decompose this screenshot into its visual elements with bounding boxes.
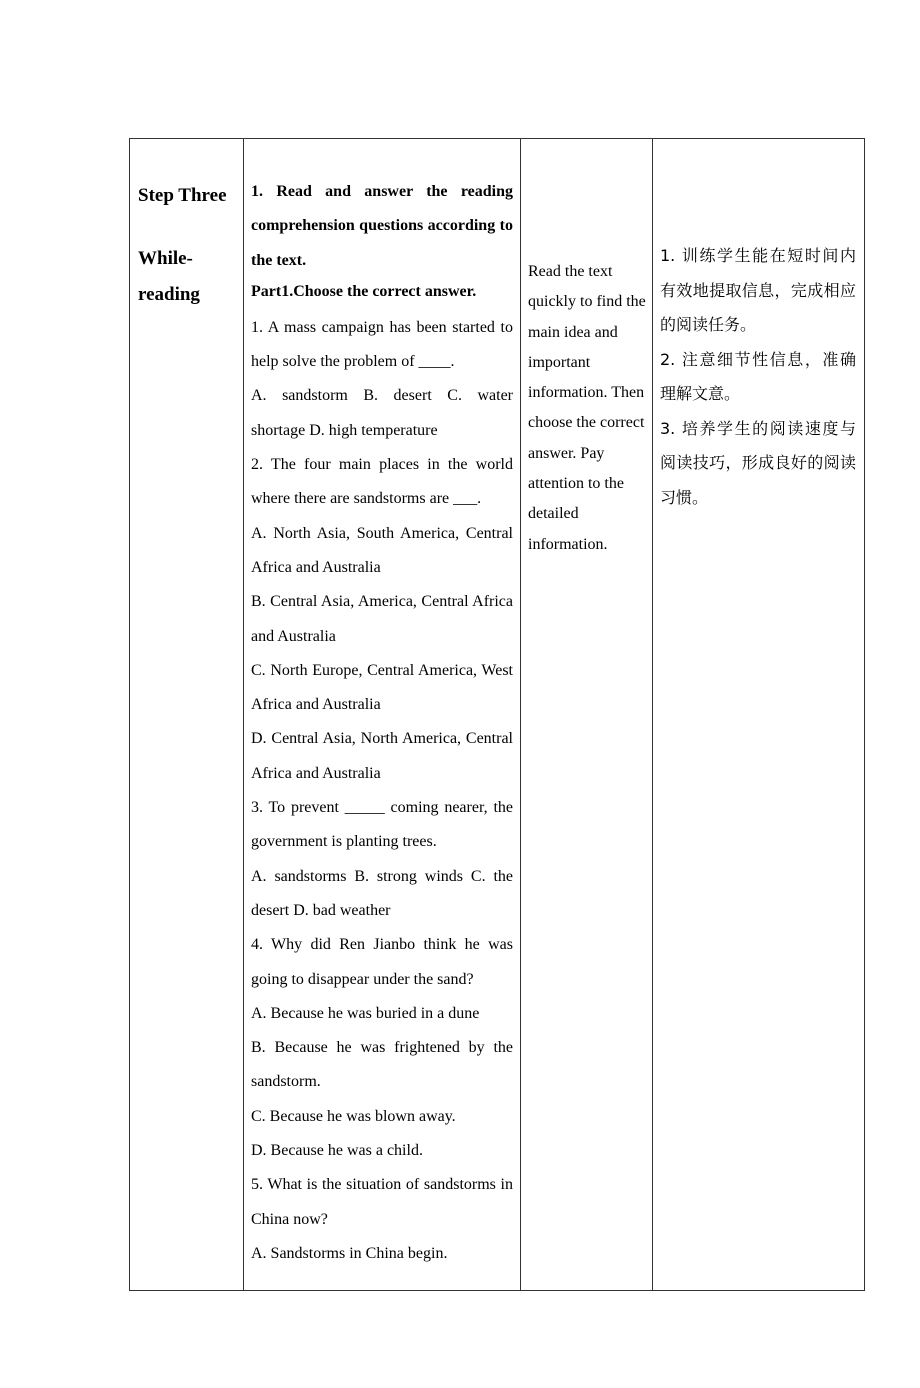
aim-item: 1. 训练学生能在短时间内有效地提取信息，完成相应的阅读任务。 [660, 246, 856, 334]
method-text-block [528, 257, 650, 560]
column-divider [243, 139, 244, 1290]
option-line: A. sandstorm B. desert C. water shortage D. high temperature [251, 387, 513, 439]
question-line: 4. Why did Ren Jianbo think he was going to disappear under the sand? [251, 936, 513, 988]
aim-item: 2. 注意细节性信息，准确理解文意。 [660, 349, 856, 403]
task-intro: 1. Read and answer the reading comprehension questions according to the text. [251, 183, 513, 269]
option-line: A. Sandstorms in China begin. [251, 1244, 448, 1262]
question-line: 5. What is the situation of sandstorms in China now? [251, 1176, 513, 1228]
option-line: B. Central Asia, America, Central Africa and Australia [251, 593, 513, 645]
option-line: A. Because he was buried in a dune [251, 1004, 480, 1022]
column-divider [520, 139, 521, 1290]
option-line: A. North Asia, South America, Central Africa and Australia [251, 524, 513, 576]
question-block [251, 175, 513, 1271]
aims-block [660, 239, 856, 515]
step-title: Step Three [138, 185, 227, 206]
option-line: A. sandstorms B. strong winds C. the desert D. bad weather [251, 867, 513, 919]
method-text: Read the text quickly to find the main idea and important information. Then choose the correct answer. Pay attention to the detailed information. [528, 263, 646, 553]
column-divider [652, 139, 653, 1290]
part-heading: Part1.Choose the correct answer. [251, 282, 477, 300]
option-line: B. Because he was frightened by the sandstorm. [251, 1039, 513, 1091]
lesson-plan-table [129, 138, 865, 1291]
question-line: 3. To prevent _____ coming nearer, the government is planting trees. [251, 799, 513, 851]
option-line: C. North Europe, Central America, West Africa and Australia [251, 661, 513, 714]
option-line: D. Because he was a child. [251, 1142, 423, 1160]
option-line: D. Central Asia, North America, Central Africa and Australia [251, 730, 513, 782]
aim-item: 3. 培养学生的阅读速度与阅读技巧，形成良好的阅读习惯。 [660, 418, 856, 507]
step-subtitle: While-reading [138, 248, 200, 305]
option-line: C. Because he was blown away. [251, 1107, 456, 1125]
question-line: 1. A mass campaign has been started to help solve the problem of ____. [251, 318, 513, 371]
question-line: 2. The four main places in the world where there are sandstorms are ___. [251, 456, 513, 508]
